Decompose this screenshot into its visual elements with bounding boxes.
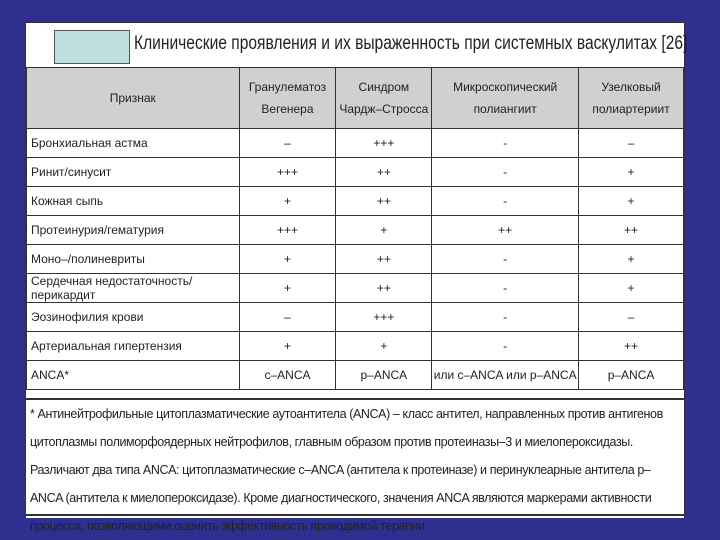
value-cell: - (432, 245, 579, 274)
sign-cell: Сердечная недостаточность/перикардит (27, 274, 240, 303)
value-cell: + (239, 245, 336, 274)
table-row (27, 129, 684, 158)
value-cell: p–ANCA (336, 361, 432, 390)
sign-cell: Кожная сыпь (27, 187, 240, 216)
value-cell: - (432, 274, 579, 303)
value-cell: - (432, 303, 579, 332)
table-row (27, 158, 684, 187)
slide-panel (25, 22, 688, 533)
value-cell: - (432, 158, 579, 187)
value-cell: + (336, 216, 432, 245)
value-cell: - (432, 187, 579, 216)
value-cell: +++ (239, 158, 336, 187)
header-row (27, 68, 684, 129)
header-cell: Гранулематоз Вегенера (239, 68, 336, 129)
value-cell: ++ (336, 245, 432, 274)
sign-cell: Моно–/полиневриты (27, 245, 240, 274)
value-cell: ++ (579, 332, 684, 361)
header-cell: Микроскопический полиангиит (432, 68, 579, 129)
value-cell: ++ (336, 274, 432, 303)
table-row (27, 303, 684, 332)
header-cell: Синдром Чардж–Стросса (336, 68, 432, 129)
color-swatch (54, 30, 130, 64)
table-row (27, 187, 684, 216)
value-cell: или c–ANCA или p–ANCA (432, 361, 579, 390)
value-cell: + (579, 187, 684, 216)
value-cell: ++ (336, 158, 432, 187)
value-cell: – (239, 303, 336, 332)
value-cell: + (579, 245, 684, 274)
value-cell: + (336, 332, 432, 361)
value-cell: +++ (239, 216, 336, 245)
value-cell: – (239, 129, 336, 158)
table-row (27, 332, 684, 361)
value-cell: ++ (432, 216, 579, 245)
value-cell: +++ (336, 303, 432, 332)
value-cell: + (239, 187, 336, 216)
value-cell: + (239, 332, 336, 361)
value-cell: + (579, 158, 684, 187)
value-cell: ++ (579, 216, 684, 245)
table-row (27, 245, 684, 274)
sign-cell: Бронхиальная астма (27, 129, 240, 158)
sign-cell: Ринит/синусит (27, 158, 240, 187)
sign-cell: ANCA* (27, 361, 240, 390)
value-cell: - (432, 129, 579, 158)
sign-cell: Протеинурия/гематурия (27, 216, 240, 245)
value-cell: – (579, 129, 684, 158)
sign-cell: Артериальная гипертензия (27, 332, 240, 361)
value-cell: - (432, 332, 579, 361)
sign-cell: Эозинофилия крови (27, 303, 240, 332)
header-cell: Узелковый полиартериит (579, 68, 684, 129)
footnote: * Антинейтрофильные цитоплазматические аутоантитела (ANCA) – класс антител, направленных против антигенов цитоплазмы полиморфоядерных нейтрофилов, главным образом против протеиназы–3 и миелопероксидазы. Различают два типа ANCA: цитоплазматические c–ANCA (антитела к протеиназе) и перинуклеарные антитела p–ANCA (антитела к миелопероксидазе). Кроме диагностического, значения ANCA являются маркерами активности процесса, позволяющими оценить эффективность проводимой терапии (26, 398, 684, 516)
header-cell: Признак (27, 68, 240, 129)
table-row (27, 274, 684, 303)
value-cell: + (579, 274, 684, 303)
title-bar (26, 22, 688, 67)
value-cell: +++ (336, 129, 432, 158)
table-row (27, 216, 684, 245)
value-cell: p–ANCA (579, 361, 684, 390)
value-cell: ++ (336, 187, 432, 216)
value-cell: – (579, 303, 684, 332)
vasculitis-table (26, 67, 684, 390)
table-row (27, 361, 684, 390)
value-cell: + (239, 274, 336, 303)
value-cell: c–ANCA (239, 361, 336, 390)
table-title: Клинические проявления и их выраженность при системных васкулитах [26] (134, 33, 688, 54)
